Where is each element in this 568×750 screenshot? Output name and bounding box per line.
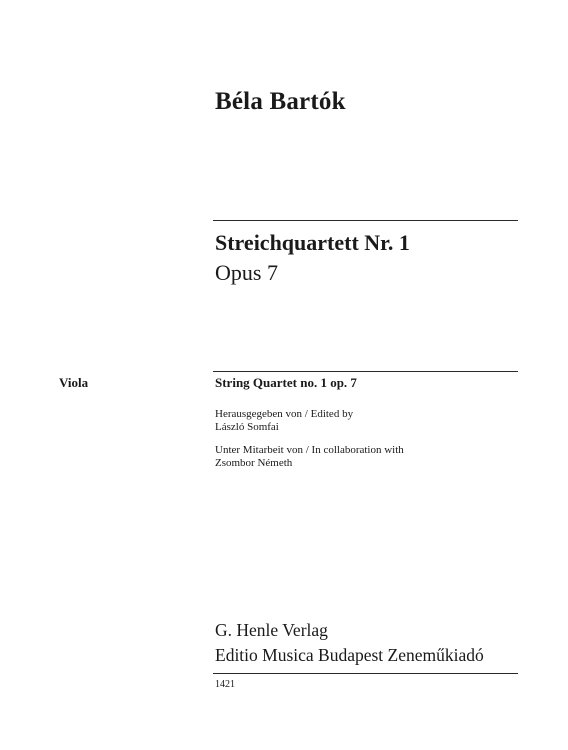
divider-top	[213, 220, 518, 221]
instrument-label: Viola	[59, 375, 89, 390]
composer-name: Béla Bartók	[215, 88, 346, 115]
work-title: Streichquartett Nr. 1	[215, 230, 410, 255]
work-title-english: String Quartet no. 1 op. 7	[215, 375, 357, 390]
divider-bottom	[213, 673, 518, 674]
collaboration-label: Unter Mitarbeit von / In collaboration with	[215, 444, 404, 456]
edited-by-label: Herausgegeben von / Edited by	[215, 408, 354, 420]
publisher-henle: G. Henle Verlag	[215, 620, 328, 640]
editor-name: László Somfai	[215, 421, 279, 433]
opus-number: Opus 7	[215, 260, 278, 285]
divider-middle	[213, 371, 518, 372]
edition-number: 1421	[215, 679, 235, 690]
publisher-emb: Editio Musica Budapest Zeneműkiadó	[215, 645, 484, 665]
collaborator-name: Zsombor Németh	[215, 457, 293, 469]
